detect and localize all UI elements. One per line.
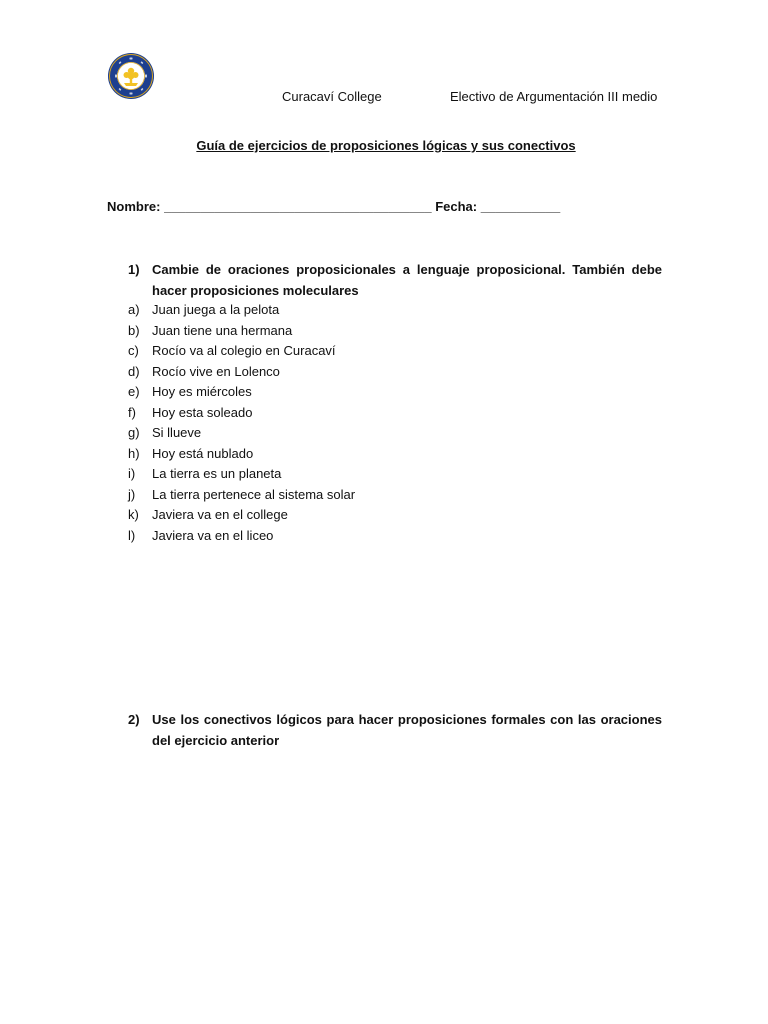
item-letter: g) [128, 425, 140, 440]
item-text: Javiera va en el liceo [152, 527, 274, 543]
course-name: Electivo de Argumentación III medio [450, 89, 658, 104]
item-letter: d) [128, 363, 140, 379]
list-item [128, 300, 355, 321]
item-text: Rocío va al colegio en Curacaví [152, 343, 336, 358]
school-name: Curacaví College [282, 89, 382, 104]
question-text: Use los conectivos lógicos para hacer proposiciones formales con las oraciones del ejercicio anterior [152, 712, 662, 748]
name-blank: _____________________________________ [164, 199, 432, 214]
item-letter: c) [128, 343, 139, 358]
name-label: Nombre: [107, 199, 161, 214]
item-text: Si llueve [152, 425, 202, 440]
item-letter: e) [128, 384, 140, 399]
date-label: Fecha: [435, 199, 478, 214]
item-text: La tierra es un planeta [152, 466, 282, 481]
item-letter: b) [128, 322, 140, 338]
item-text: Hoy es miércoles [152, 384, 252, 399]
student-info-line [107, 199, 560, 214]
item-text: Rocío vive en Lolenco [152, 363, 280, 379]
list-item [128, 444, 355, 465]
question-number: 2) [128, 712, 140, 727]
item-text: Juan juega a la pelota [152, 302, 280, 317]
list-item [128, 485, 355, 506]
item-letter: k) [128, 507, 139, 522]
item-text: Hoy esta soleado [152, 404, 253, 420]
list-item [128, 403, 355, 424]
school-crest-icon [107, 52, 155, 100]
item-text: Juan tiene una hermana [152, 322, 293, 338]
list-item [128, 464, 355, 485]
item-text: Javiera va en el college [152, 507, 288, 522]
item-letter: a) [128, 302, 140, 317]
item-text: La tierra pertenece al sistema solar [152, 486, 356, 502]
question-2 [128, 710, 662, 751]
list-item [128, 341, 355, 362]
question-text: Cambie de oraciones proposicionales a lenguaje proposicional. También debe hacer proposiciones moleculares [152, 262, 662, 298]
sentence-list [128, 300, 355, 546]
list-item [128, 321, 355, 342]
list-item [128, 505, 355, 526]
item-letter: l) [128, 527, 136, 543]
item-letter: i) [128, 466, 136, 481]
item-letter: f) [128, 404, 136, 420]
list-item [128, 526, 355, 547]
list-item [128, 382, 355, 403]
question-1 [128, 260, 662, 301]
question-number: 1) [128, 262, 140, 277]
item-text: Hoy está nublado [152, 445, 254, 461]
item-letter: h) [128, 445, 140, 461]
date-blank: ___________ [480, 199, 561, 214]
item-letter: j) [128, 486, 136, 502]
list-item [128, 362, 355, 383]
document-title: Guía de ejercicios de proposiciones lógicas y sus conectivos [196, 138, 576, 153]
list-item [128, 423, 355, 444]
